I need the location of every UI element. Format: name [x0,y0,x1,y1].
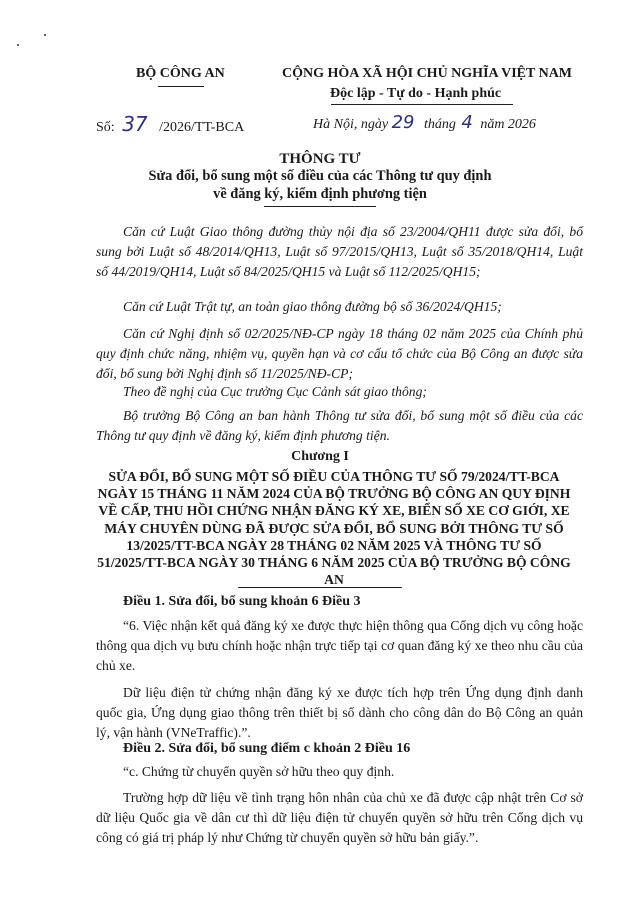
article-2-heading: Điều 2. Sửa đổi, bổ sung điểm c khoản 2 Điều 16 [123,741,411,756]
number-suffix: /2026/TT-BCA [159,120,245,135]
date-year: năm 2026 [480,117,536,132]
date-month: 4 [461,112,473,133]
number-prefix: Số: [96,120,115,135]
article-1-paragraph-2: Dữ liệu điện tử chứng nhận đăng ký xe được tích hợp trên Ứng dụng định danh quốc gia, Ứng dụng giao thông trên thiết bị số dành cho công dân do Bộ Công an quản lý, vận hành (VNeTraffic).”. [96,685,583,740]
title-line-1: Sửa đổi, bổ sung một số điều của các Thông tư quy định [148,168,492,184]
date-place: Hà Nội, ngày [313,117,389,132]
document-number [96,112,244,136]
agency-underline [158,86,204,87]
article-2-paragraph-1: “c. Chứng từ chuyển quyền sở hữu theo quy định. [123,764,395,779]
date-month-label: tháng [423,117,456,132]
doc-type: THÔNG TƯ [279,151,361,167]
motto-underline [331,104,513,105]
article-2-paragraph-2: Trường hợp dữ liệu về tình trạng hôn nhân của chủ xe đã được cập nhật trên Cơ sở dữ liệu Quốc gia về dân cư thì dữ liệu điện tử chuyển quyền sở hữu trên Cổng dịch vụ công có giá trị pháp lý như Chứng từ chuyển quyền sở hữu bản giấy.”. [96,790,583,845]
preamble-basis-3: Căn cứ Nghị định số 02/2025/NĐ-CP ngày 18 tháng 02 năm 2025 của Chính phủ quy định chức năng, nhiệm vụ, quyền hạn và cơ cấu tổ chức của Bộ Công an được sửa đổi, bổ sung bởi Nghị định số 11/2025/NĐ-CP; [96,326,583,381]
chapter-underline [238,587,402,588]
scan-speck [44,34,46,36]
motto: Độc lập - Tự do - Hạnh phúc [330,86,502,101]
country-name: CỘNG HÒA XÃ HỘI CHỦ NGHĨA VIỆT NAM [282,66,573,81]
article-1-paragraph-1: “6. Việc nhận kết quả đăng ký xe được thực hiện thông qua Cổng dịch vụ công hoặc thông qua dịch vụ bưu chính hoặc nhận trực tiếp tại cơ quan đăng ký xe theo nhu cầu của chủ xe. [96,618,583,673]
chapter-label: Chương I [291,449,349,464]
date-day: 29 [391,112,415,133]
preamble-issuance: Bộ trưởng Bộ Công an ban hành Thông tư sửa đổi, bổ sung một số điều của các Thông tư quy định về đăng ký, kiểm định phương tiện. [96,408,583,443]
preamble-proposal: Theo đề nghị của Cục trưởng Cục Cảnh sát giao thông; [123,384,427,399]
chapter-heading: SỬA ĐỔI, BỔ SUNG MỘT SỐ ĐIỀU CỦA THÔNG TƯ SỐ 79/2024/TT-BCA NGÀY 15 THÁNG 11 NĂM 2024 CỦA BỘ TRƯỞNG BỘ CÔNG AN QUY ĐỊNH VỀ CẤP, THU HỒI CHỨNG NHẬN ĐĂNG KÝ XE, BIỂN SỐ XE CƠ GIỚI, XE MÁY CHUYÊN DÙNG ĐÃ ĐƯỢC SỬA ĐỔI, BỔ SUNG BỞI THÔNG TƯ SỐ 13/2025/TT-BCA NGÀY 28 THÁNG 02 NĂM 2025 VÀ THÔNG TƯ SỐ 51/2025/TT-BCA NGÀY 30 THÁNG 6 NĂM 2025 CỦA BỘ TRƯỞNG BỘ CÔNG AN [97,469,571,588]
agency-name: BỘ CÔNG AN [136,66,225,81]
article-1-heading: Điều 1. Sửa đổi, bổ sung khoản 6 Điều 3 [123,594,361,609]
preamble-basis-1: Căn cứ Luật Giao thông đường thủy nội địa số 23/2004/QH11 được sửa đổi, bổ sung bởi Luật số 48/2014/QH13, Luật số 97/2015/QH13, Luật số 35/2018/QH14, Luật số 44/2019/QH14, Luật số 84/2025/QH15 và Luật số 112/2025/QH15; [96,224,583,279]
document-date [313,112,536,133]
title-line-2: về đăng ký, kiểm định phương tiện [213,186,427,202]
scan-speck [17,44,19,46]
title-underline [264,206,376,207]
preamble-basis-2: Căn cứ Luật Trật tự, an toàn giao thông đường bộ số 36/2024/QH15; [123,299,502,314]
number-handwritten: 37 [122,112,148,136]
